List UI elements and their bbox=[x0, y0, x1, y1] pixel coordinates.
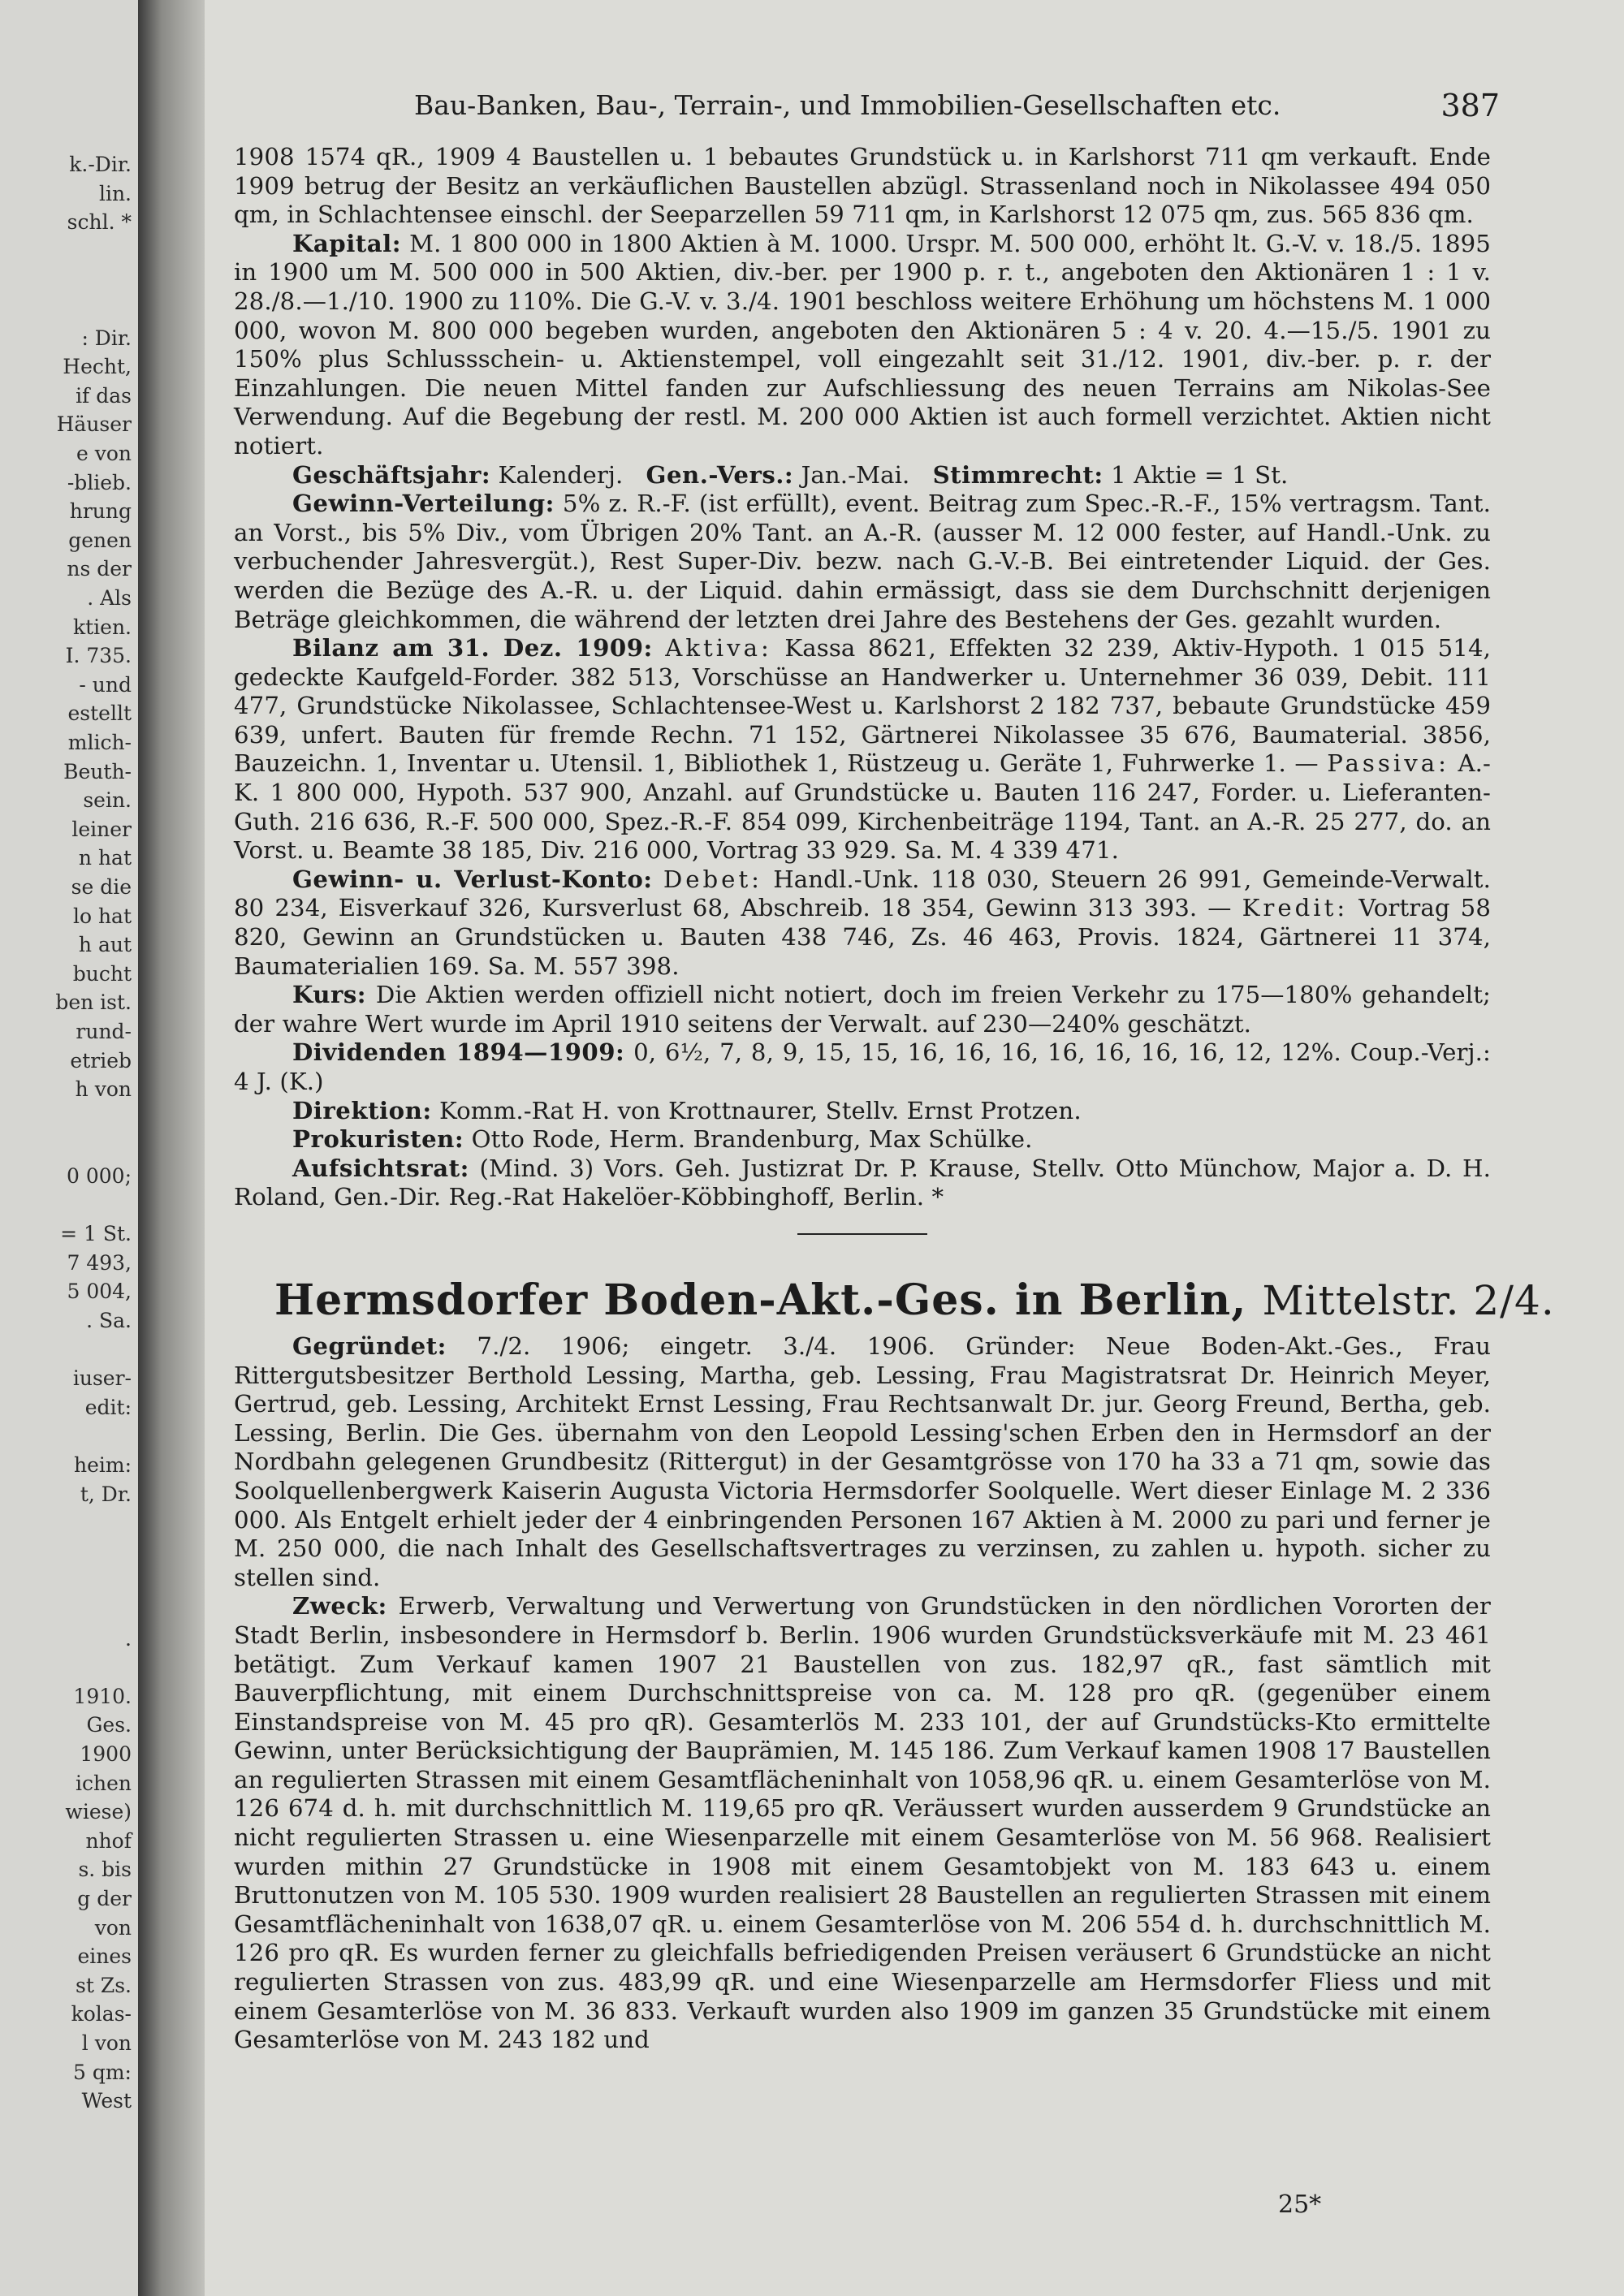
prev-page-line: wiese) bbox=[65, 1800, 132, 1824]
prev-page-line: Hecht, bbox=[63, 355, 132, 379]
prev-page-line: bucht bbox=[72, 961, 132, 986]
prev-page-line: edit: bbox=[84, 1395, 132, 1419]
prev-page-line: sein. bbox=[83, 788, 132, 813]
text-kapital: M. 1 800 000 in 1800 Aktien à M. 1000. Urspr. M. 500 000, erhöht lt. G.-V. v. 18./5. 1895 in 1900 um M. 500 000 in 500 Aktien, div.-ber. per 1900 p. r. t., angeboten den Aktionären 1 : 1 v. 28./8.—1./10. 1900 zu 110%. Die G.-V. v. 3./4. 1901 beschloss weitere Erhöhung um höchstens M. 1 000 000, wovon M. 800 000 begeben wurden, angeboten den Aktionären 5 : 4 v. 20. 4.—15./5. 1901 zu 150% plus Schlussschein- u. Aktienstempel, voll eingezahlt seit 31./12. 1901, div.-ber. p. r. der Einzahlungen. Die neuen Mittel fanden zur Aufschliessung des neuen Terrains am Nikolas-See Verwendung. Auf die Begebung der restl. M. 200 000 Aktien ist auch formell verzichtet. Aktien nicht notiert. bbox=[234, 229, 1491, 460]
label-gen-vers: Gen.-Vers.: bbox=[646, 460, 794, 489]
signature-mark: 25* bbox=[1278, 2190, 1322, 2219]
text-gen-vers: Jan.-Mai. bbox=[801, 460, 910, 489]
text-prokuristen: Otto Rode, Herm. Brandenburg, Max Schülke. bbox=[471, 1125, 1033, 1154]
text-zweck: Erwerb, Verwaltung und Verwertung von Grundstücken in den nördlichen Vororten der Stadt Berlin, insbesondere in Hermsdorf b. Berlin. 1906 wurden Grundstücksverkäufe mit M. 23 461 betätigt. Zum Verkauf kamen 1907 21 Baustellen von zus. 182,97 qR., fast sämtlich mit Bauverpflichtung, mit einem Durchschnittspreise von ca. M. 128 pro qR. (gegenüber einem Einstandspreise von M. 45 pro qR). Gesamterlös M. 233 101, der auf Grundstücks-Kto ermittelte Gewinn, unter Berücksichtigung der Bauprämien, M. 145 186. Zum Verkauf kamen 1908 17 Baustellen an regulierten Strassen mit einem Gesamtflächeninhalt von 1058,96 qR. u. einem Gesamterlöse von M. 126 674 d. h. mit durchschnittlich M. 119,65 pro qR. Veräussert wurden ausserdem 9 Grundstücke an nicht regulierten Strassen u. eine Wiesenparzelle mit einem Gesamterlöse von M. 56 968. Realisiert wurden mithin 27 Grundstücke in 1908 mit einem Gesamtobjekt von M. 183 643 u. einem Bruttonutzen von M. 105 530. 1909 wurden realisiert 28 Baustellen an regulierten Strassen mit einem Gesamtflächeninhalt von 1638,07 qR. u. einem Gesamterlöse von M. 206 554 d. h. durchschnittlich M. 126 pro qR. Es wurden ferner zu gleichfalls befriedigenden Preisen veräusert 6 Grundstücke an nicht regulierten Strassen von zus. 483,99 qR. und eine Wiesenparzelle am Hermsdorfer Fliess und mit einem Gesamterlöse von M. 36 833. Verkauft wurden also 1909 im ganzen 35 Grundstücke mit einem Gesamterlöse von M. 243 182 und bbox=[234, 1592, 1491, 2054]
prev-page-line: ichen bbox=[76, 1771, 132, 1795]
prev-page-line: = 1 St. bbox=[60, 1222, 132, 1246]
label-bilanz: Bilanz am 31. Dez. 1909: bbox=[292, 634, 653, 662]
page-body bbox=[234, 143, 1555, 2055]
label-aufsichtsrat: Aufsichtsrat: bbox=[292, 1154, 469, 1182]
prev-page-line: estellt bbox=[67, 701, 132, 726]
prev-page-line: 1910. bbox=[73, 1684, 132, 1708]
paragraph-gewinn-verteilung bbox=[234, 490, 1491, 634]
paragraph-dividenden bbox=[234, 1038, 1491, 1096]
text-gewinn-verteilung: 5% z. R.-F. (ist erfüllt), event. Beitrag zum Spec.-R.-F., 15% vertragsm. Tant. an Vorst., bis 5% Div., vom Übrigen 20% Tant. an A.-R. (ausser M. 12 000 fester, auf Handl.-Unk. zu verbuchender Jahresvergüt.), Rest Super-Div. bezw. nach G.-V.-B. Bei eintretender Liquid. der Ges. werden die Bezüge des A.-R. u. der Liquid. dahin ermässigt, dass sie dem Durchschnitt derjenigen Beträge gleichkommen, die während der letzten drei Jahre des Bestehens der Ges. gezahlt wurden. bbox=[234, 490, 1491, 633]
prev-page-line: heim: bbox=[73, 1453, 132, 1477]
prev-page-line: I. 735. bbox=[65, 644, 132, 668]
prev-page-line: st Zs. bbox=[76, 1973, 132, 1997]
paragraph-aufsichtsrat bbox=[234, 1154, 1491, 1212]
prev-page-line: iuser- bbox=[72, 1366, 132, 1391]
label-debet: Debet: bbox=[663, 865, 763, 893]
label-zweck: Zweck: bbox=[292, 1592, 387, 1621]
prev-page-line: if das bbox=[76, 383, 132, 408]
company-address: Mittelstr. 2/4. bbox=[1262, 1276, 1555, 1324]
prev-page-line: lin. bbox=[98, 181, 132, 205]
paragraph-intro: 1908 1574 qR., 1909 4 Baustellen u. 1 bebautes Grundstück u. in Karlshorst 711 qm verkauft. Ende 1909 betrug der Besitz an verkäuflichen Baustellen abzügl. Strassenland noch in Nikolassee 494 050 qm, in Schlachtensee einschl. der Seeparzellen 59 711 qm, in Karlshorst 12 075 qm, zus. 565 836 qm. bbox=[234, 143, 1491, 229]
label-kredit: Kredit: bbox=[1242, 894, 1349, 922]
paragraph-geschaeftsjahr bbox=[234, 461, 1491, 490]
prev-page-line: . bbox=[125, 1626, 132, 1651]
prev-page-line: kolas- bbox=[71, 2002, 132, 2026]
prev-page-line: l von bbox=[81, 2031, 132, 2055]
prev-page-line: von bbox=[94, 1915, 132, 1940]
prev-page-line: s. bis bbox=[78, 1858, 132, 1882]
text-kurs: Die Aktien werden offiziell nicht notiert, doch im freien Verkehr zu 175—180% gehandelt; der wahre Wert wurde im April 1910 seitens der Verwalt. auf 230—240% geschätzt. bbox=[234, 981, 1491, 1038]
header-title: Bau-Banken, Bau-, Terrain-, und Immobilien-Gesellschaften etc. bbox=[414, 89, 1281, 121]
prev-page-line: Beuth- bbox=[63, 759, 132, 783]
text-debet: Handl.-Unk. 118 030, Steuern 26 991, Gemeinde-Verwalt. 80 234, Eisverkauf 326, Kursverlust 68, Abschreib. 18 354, Gewinn 313 393. — bbox=[234, 865, 1491, 922]
paragraph-kapital bbox=[234, 230, 1491, 461]
prev-page-line: rund- bbox=[76, 1020, 132, 1043]
prev-page-line: se die bbox=[71, 875, 132, 899]
prev-page-line: eines bbox=[77, 1944, 132, 1969]
prev-page-line: etrieb bbox=[70, 1048, 132, 1072]
paragraph-gegruendet bbox=[234, 1332, 1491, 1592]
text-kredit: Vortrag 58 820, Gewinn an Grundstücken u. Bauten 438 746, Zs. 46 463, Provis. 1824, Gärtnerei 11 374, Baumaterialien 169. Sa. M. 557 398. bbox=[234, 894, 1491, 980]
text-aufsichtsrat: (Mind. 3) Vors. Geh. Justizrat Dr. P. Krause, Stellv. Otto Münchow, Major a. D. H. Roland, Gen.-Dir. Reg.-Rat Hakelöer-Köbbinghoff, Berlin. * bbox=[234, 1154, 1491, 1211]
label-aktiva: Aktiva: bbox=[665, 634, 772, 662]
prev-page-line: t, Dr. bbox=[80, 1482, 132, 1506]
prev-page-line: h aut bbox=[78, 933, 132, 957]
prev-page-line: . Als bbox=[87, 586, 132, 610]
company-name: Hermsdorfer Boden-Akt.-Ges. in Berlin, bbox=[274, 1275, 1247, 1325]
prev-page-line: genen bbox=[68, 528, 132, 552]
label-direktion: Direktion: bbox=[292, 1096, 432, 1124]
text-direktion: Komm.-Rat H. von Krottnaurer, Stellv. Ernst Protzen. bbox=[439, 1096, 1082, 1124]
prev-page-line: ns der bbox=[67, 557, 132, 581]
paragraph-kurs bbox=[234, 981, 1491, 1038]
prev-page-line: Häuser bbox=[56, 412, 132, 437]
label-gegruendet: Gegründet: bbox=[292, 1331, 447, 1360]
prev-page-line: e von bbox=[76, 442, 132, 465]
paragraph-bilanz bbox=[234, 634, 1491, 865]
prev-page-line: : Dir. bbox=[81, 326, 132, 350]
page-number: 387 bbox=[1440, 88, 1500, 123]
prev-page-line: Ges. bbox=[86, 1713, 132, 1737]
prev-page-line: - und bbox=[79, 672, 132, 697]
text-gegruendet: 7./2. 1906; eingetr. 3./4. 1906. Gründer: Neue Boden-Akt.-Ges., Frau Rittergutsbesitzer Berthold Lessing, Martha, geb. Lessing, Frau Magistratsrat Dr. Heinrich Meyer, Gertrud, geb. Lessing, Architekt Ernst Lessing, Frau Rechtsanwalt Dr. jur. Georg Freund, Bertha, geb. Lessing, Berlin. Die Ges. übernahm von den Leopold Lessing'schen Erben den in Hermsdorf an der Nordbahn gelegenen Grundbesitz (Rittergut) in der Gesamtgrösse von 170 ha 33 a 71 qm, sowie das Soolquellenbergwerk Kaiserin Augusta Victoria Hermsdorfer Soolquelle. Wert dieser Einlage M. 2 336 000. Als Entgelt erhielt jeder der 4 einbringenden Personen 167 Aktien à M. 2000 zu pari und ferner je M. 250 000, die nach Inhalt des Gesellschaftsvertrages zu verzinsen, zu zahlen u. hypoth. sicher zu stellen sind. bbox=[234, 1331, 1491, 1591]
prev-page-line: . Sa. bbox=[86, 1309, 132, 1332]
prev-page-line: 1900 bbox=[80, 1742, 132, 1766]
paragraph-gewinn-verlust bbox=[234, 865, 1491, 981]
text-passiva: A.-K. 1 800 000, Hypoth. 537 900, Anzahl. auf Grundstücke u. Bauten 116 247, Forder. u. Lieferanten-Guth. 216 636, R.-F. 500 000, Spez.-R.-F. 854 099, Kirchenbeiträge 1194, Tant. an A.-R. 25 277, do. an Vorst. u. Beamte 38 185, Div. 216 000, Vortrag 33 929. Sa. M. 4 339 471. bbox=[234, 749, 1491, 865]
label-stimmrecht: Stimmrecht: bbox=[932, 460, 1104, 489]
label-passiva: Passiva: bbox=[1327, 749, 1449, 778]
label-gewinn-verlust: Gewinn- u. Verlust-Konto: bbox=[292, 865, 653, 893]
section-divider bbox=[797, 1233, 927, 1235]
text-geschaeftsjahr: Kalenderj. bbox=[498, 460, 624, 489]
prev-page-line: k.-Dir. bbox=[69, 153, 132, 176]
paragraph-prokuristen bbox=[234, 1125, 1491, 1154]
paragraph-zweck bbox=[234, 1592, 1491, 2055]
label-geschaeftsjahr: Geschäftsjahr: bbox=[292, 460, 491, 489]
prev-page-line: ben ist. bbox=[55, 990, 132, 1015]
prev-page-line: leiner bbox=[71, 817, 132, 841]
prev-page-line: lo hat bbox=[72, 904, 132, 928]
prev-page-line: ktien. bbox=[72, 615, 132, 639]
previous-page-fragment bbox=[0, 0, 138, 2296]
prev-page-line: -blieb. bbox=[67, 470, 132, 494]
text-dividenden: 0, 6½, 7, 8, 9, 15, 15, 16, 16, 16, 16, 16, 16, 16, 12, 12%. Coup.-Verj.: 4 J. (K.) bbox=[234, 1038, 1491, 1095]
paragraph-direktion bbox=[234, 1097, 1491, 1126]
book-gutter bbox=[138, 0, 205, 2296]
prev-page-line: h von bbox=[75, 1077, 132, 1102]
prev-page-line: 0 000; bbox=[67, 1164, 132, 1188]
prev-page-line: mlich- bbox=[67, 731, 132, 754]
prev-page-line: nhof bbox=[85, 1828, 132, 1853]
label-gewinn-verteilung: Gewinn-Verteilung: bbox=[292, 490, 555, 518]
prev-page-line: g der bbox=[77, 1887, 132, 1910]
text-aktiva: Kassa 8621, Effekten 32 239, Aktiv-Hypoth. 1 015 514, gedeckte Kaufgeld-Forder. 382 513, Vorschüsse an Handwerker u. Unternehmer 36 039, Debit. 111 477, Grundstücke Nikolassee, Schlachtensee-West u. Karlshorst 2 182 737, bebaute Grundstücke 459 639, unfert. Bauten für fremde Rechn. 71 152, Gärtnerei Nikolassee 35 676, Baumaterial. 3856, Bauzeichn. 1, Inventar u. Utensil. 1, Bibliothek 1, Rüstzeug u. Geräte 1, Fuhrwerke 1. — bbox=[234, 634, 1491, 778]
label-kapital: Kapital: bbox=[292, 229, 402, 257]
label-dividenden: Dividenden 1894—1909: bbox=[292, 1038, 625, 1067]
prev-page-line: n hat bbox=[78, 846, 132, 870]
company-heading bbox=[274, 1274, 1555, 1327]
prev-page-line: hrung bbox=[69, 499, 132, 524]
label-prokuristen: Prokuristen: bbox=[292, 1125, 464, 1154]
prev-page-line: West bbox=[81, 2089, 132, 2113]
prev-page-line: 5 qm: bbox=[73, 2060, 132, 2084]
text-stimmrecht: 1 Aktie = 1 St. bbox=[1111, 460, 1289, 489]
prev-page-line: 7 493, bbox=[67, 1250, 132, 1275]
label-kurs: Kurs: bbox=[292, 981, 367, 1009]
prev-page-line: schl. * bbox=[67, 210, 132, 235]
prev-page-line: 5 004, bbox=[67, 1280, 132, 1304]
running-header bbox=[215, 80, 1500, 132]
